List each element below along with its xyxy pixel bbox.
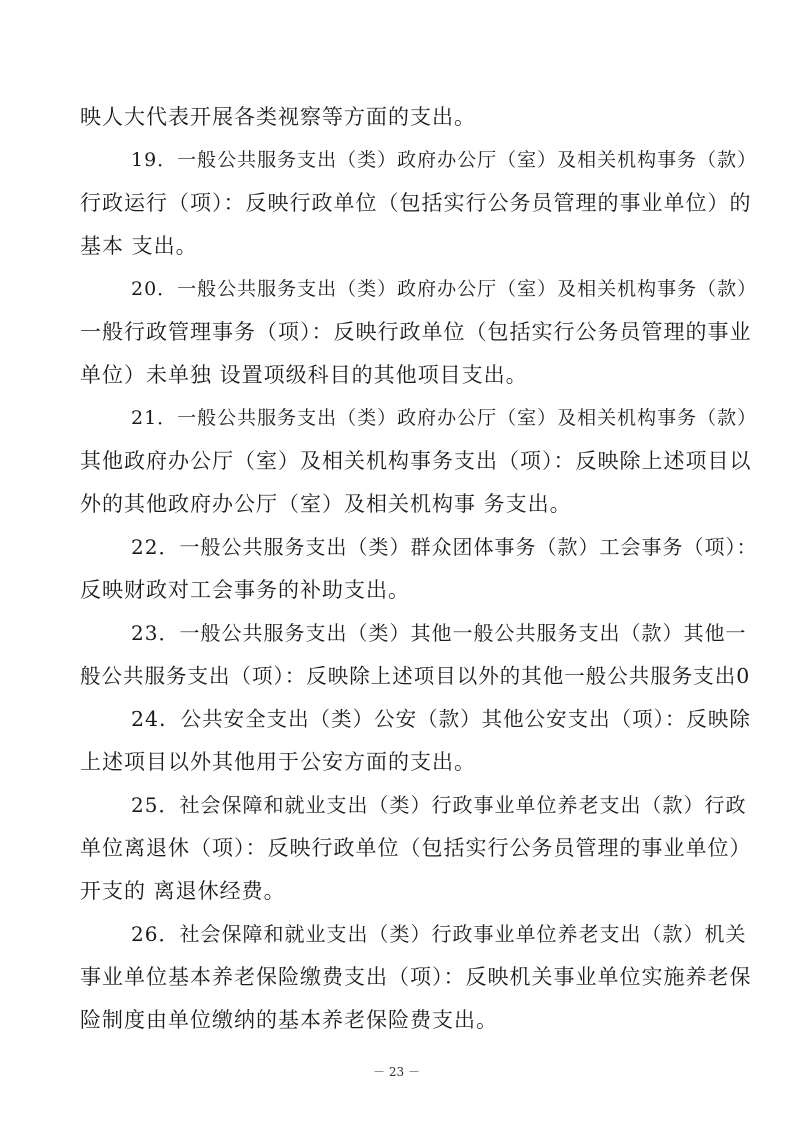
page-number: － 23 － xyxy=(373,1065,420,1079)
text-line: 25．社会保障和就业支出（类）行政事业单位养老支出（款）行政 xyxy=(131,793,747,817)
text-line: 20．一般公共服务支出（类）政府办公厅（室）及相关机构事务（款） xyxy=(131,278,758,300)
text-line: 外的其他政府办公厅（室）及相关机构事 务支出。 xyxy=(80,492,572,516)
text-line: 其他政府办公厅（室）及相关机构事务支出（项）：反映除上述项目以 xyxy=(80,449,752,473)
text-line: 单位）未单独 设置项级科目的其他项目支出。 xyxy=(80,363,528,387)
text-line: 22．一般公共服务支出（类）群众团体事务（款）工会事务（项）： xyxy=(131,535,758,559)
text-line: 上述项目以外其他用于公安方面的支出。 xyxy=(80,750,476,774)
text-line: 21．一般公共服务支出（类）政府办公厅（室）及相关机构事务（款） xyxy=(131,407,758,429)
text-line: 反映财政对工会事务的补助支出。 xyxy=(80,578,410,602)
text-line: 一般行政管理事务（项）：反映行政单位（包括实行公务员管理的事业 xyxy=(80,320,752,344)
text-line: 开支的 离退休经费。 xyxy=(80,879,286,903)
text-line: 般公共服务支出（项）：反映除上述项目以外的其他一般公共服务支出0 xyxy=(80,664,751,688)
text-line: 事业单位基本养老保险缴费支出（项）：反映机关事业单位实施养老保 xyxy=(80,965,752,989)
text-line: 映人大代表开展各类视察等方面的支出。 xyxy=(80,105,476,129)
text-line: 19．一般公共服务支出（类）政府办公厅（室）及相关机构事务（款） xyxy=(131,149,758,171)
text-line: 单位离退休（项）：反映行政单位（包括实行公务员管理的事业单位） xyxy=(80,836,752,860)
text-line: 24．公共安全支出（类）公安（款）其他公安支出（项）：反映除 xyxy=(131,707,751,731)
text-line: 26．社会保障和就业支出（类）行政事业单位养老支出（款）机关 xyxy=(131,922,747,946)
text-line: 基本 支出。 xyxy=(80,234,198,258)
text-line: 险制度由单位缴纳的基本养老保险费支出。 xyxy=(80,1008,498,1032)
text-line: 23．一般公共服务支出（类）其他一般公共服务支出（款）其他一 xyxy=(131,621,747,645)
text-line: 行政运行（项）：反映行政单位（包括实行公务员管理的事业单位）的 xyxy=(80,191,752,215)
